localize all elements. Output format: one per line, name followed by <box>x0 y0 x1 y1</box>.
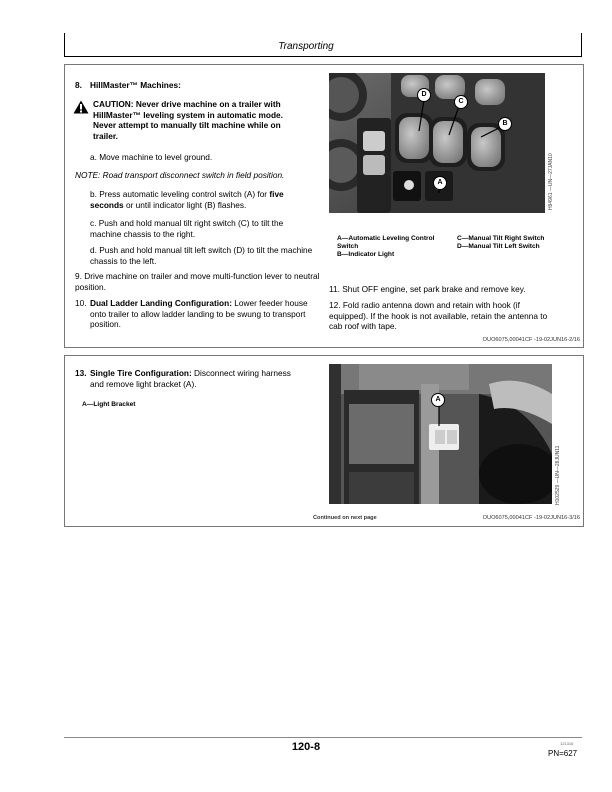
step-a: a. Move machine to level ground. <box>90 152 213 162</box>
callout-c: C <box>454 95 468 109</box>
step-b-post: or until indicator light (B) flashes. <box>123 199 247 210</box>
continued-note: Continued on next page <box>313 515 377 521</box>
section1-ref: OUO6075,00041CF -19-02JUN16-2/16 <box>482 337 580 343</box>
section2-ref: OUO6075,00041CF -19-02JUN16-3/16 <box>482 515 580 521</box>
item-13-text: Disconnect wiring harness and remove light bracket (A). <box>90 368 291 389</box>
step-b <box>90 189 315 210</box>
note-text: NOTE: Road transport disconnect switch in field position. <box>75 170 285 180</box>
legend-c: C—Manual Tilt Right Switch <box>457 235 545 242</box>
caution-triangle-icon <box>73 100 89 119</box>
pn-number: PN=627 <box>548 749 578 758</box>
header-rule <box>64 56 581 57</box>
header-right-border <box>581 33 582 57</box>
legend-light-bracket: A—Light Bracket <box>82 401 136 408</box>
caution-text: CAUTION: Never drive machine on a trailer with HillMaster™ leveling system in automatic mode. Never attempt to manually tilt machine while on trailer. <box>93 99 283 141</box>
footer-rule <box>64 737 582 738</box>
item-10-title: Dual Ladder Landing Configuration: <box>90 298 232 308</box>
item-8-number: 8. <box>75 80 82 90</box>
page-header-title: Transporting <box>278 41 334 52</box>
light-bracket-photo <box>329 364 552 504</box>
step-b-pre: b. Press automatic leveling control switch (A) for <box>90 189 270 199</box>
item-13 <box>90 368 295 389</box>
callout-b: B <box>498 117 512 131</box>
callout-d: D <box>417 88 431 102</box>
photo2-id: H102529 —UN—28JUN11 <box>555 445 561 505</box>
step-d: d. Push and hold manual tilt left switch (D) to tilt the machine chassis to the left. <box>90 245 313 266</box>
callout-a: A <box>433 176 447 190</box>
item-8-title: HillMaster™ Machines: <box>90 80 181 90</box>
footer-code: 121316 <box>560 741 574 746</box>
item-12: 12. Fold radio antenna down and retain with hook (if equipped). If the hook is not available, retain the antenna to cab roof with tape. <box>329 300 548 331</box>
callout-a-bracket: A <box>431 393 445 407</box>
item-13-title: Single Tire Configuration: <box>90 368 192 378</box>
step-b-bold: five seconds <box>90 189 284 210</box>
page-number: 120-8 <box>291 741 321 753</box>
legend-a: A—Automatic Leveling Control Switch <box>337 235 435 250</box>
item-9: 9. Drive machine on trailer and move multi-function lever to neutral position. <box>75 271 320 292</box>
legend-d: D—Manual Tilt Left Switch <box>457 243 540 250</box>
legend-b: B—Indicator Light <box>337 251 395 258</box>
item-10-number: 10. <box>75 298 87 308</box>
step-c: c. Push and hold manual tilt right switch (C) to tilt the machine chassis to the right. <box>90 218 284 239</box>
header-left-border <box>64 33 65 57</box>
item-10-text: Lower feeder house onto trailer to allow ladder landing to be swung to transport position. <box>90 298 308 329</box>
item-13-number: 13. <box>75 368 87 378</box>
console-photo <box>329 73 545 213</box>
item-11: 11. Shut OFF engine, set park brake and remove key. <box>329 284 526 294</box>
photo1-id: H94961 —UN—27JAN10 <box>548 153 554 210</box>
item-10 <box>90 298 322 330</box>
